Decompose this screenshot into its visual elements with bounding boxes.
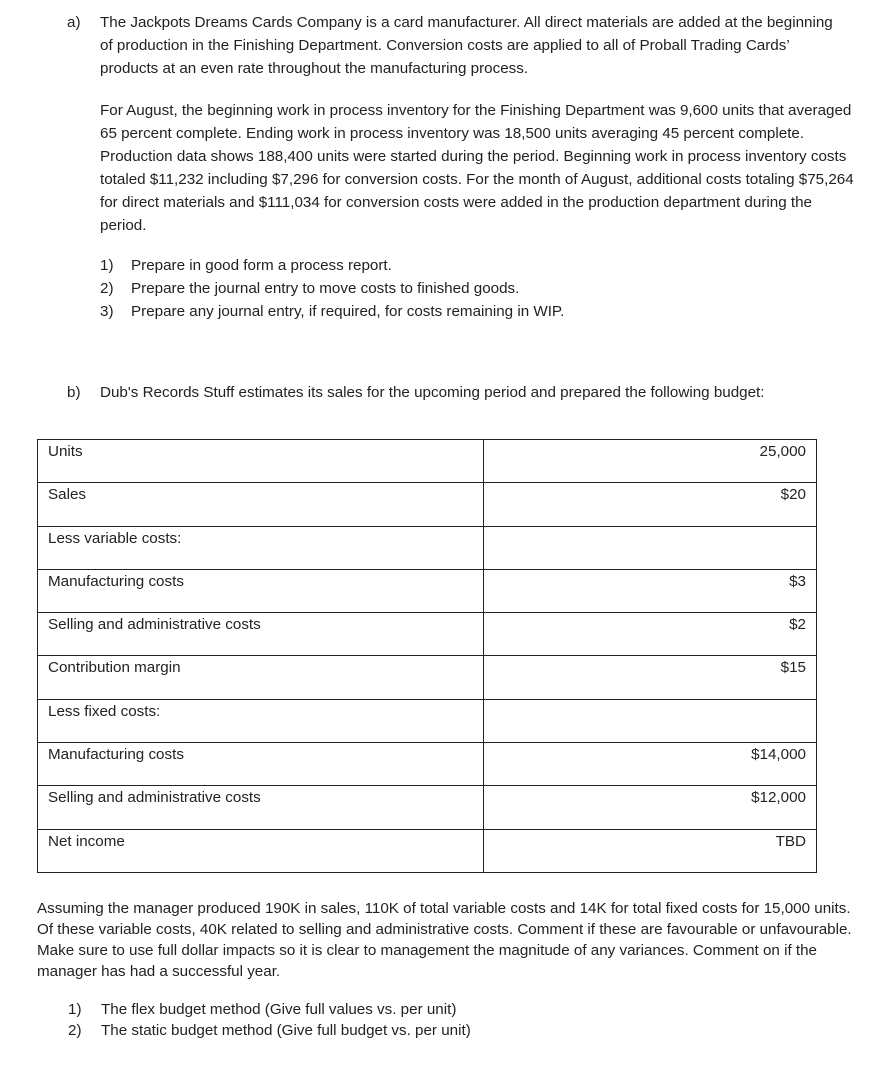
budget-label: Contribution margin	[38, 656, 484, 699]
budget-value: $3	[484, 569, 817, 612]
task-number: 1)	[100, 257, 114, 274]
table-row	[38, 569, 817, 612]
table-row	[38, 829, 817, 872]
budget-value: 25,000	[484, 440, 817, 483]
table-row	[38, 613, 817, 656]
task-text: Prepare in good form a process report.	[131, 257, 392, 274]
budget-label: Selling and administrative costs	[38, 786, 484, 829]
method-text: The static budget method (Give full budget vs. per unit)	[101, 1022, 471, 1039]
budget-table	[37, 439, 817, 873]
part-b-intro: Dub's Records Stuff estimates its sales for the upcoming period and prepared the following budget:	[100, 384, 765, 401]
budget-label: Manufacturing costs	[38, 743, 484, 786]
budget-label: Less fixed costs:	[38, 699, 484, 742]
part-a-marker: a)	[67, 14, 81, 31]
budget-value: $20	[484, 483, 817, 526]
budget-value	[484, 526, 817, 569]
task-text: Prepare the journal entry to move costs to finished goods.	[131, 280, 520, 297]
part-a-details: For August, the beginning work in process inventory for the Finishing Department was 9,600 units that averaged 65 percent complete. Ending work in process inventory was 18,500 units averaging 45 percent complete. Production data shows 188,400 units were started during the period. Beginning work in process inventory costs totaled $11,232 including $7,296 for conversion costs. For the month of August, additional costs totaling $75,264 for direct materials and $111,034 for conversion costs were added in the production department during the period.	[100, 102, 854, 234]
budget-value: $15	[484, 656, 817, 699]
table-row	[38, 743, 817, 786]
budget-label: Selling and administrative costs	[38, 613, 484, 656]
budget-value: TBD	[484, 829, 817, 872]
table-row	[38, 440, 817, 483]
table-row	[38, 699, 817, 742]
method-number: 1)	[68, 1001, 82, 1018]
method-number: 2)	[68, 1022, 82, 1039]
budget-label: Sales	[38, 483, 484, 526]
budget-value: $12,000	[484, 786, 817, 829]
budget-label: Units	[38, 440, 484, 483]
table-row	[38, 526, 817, 569]
table-row	[38, 483, 817, 526]
method-text: The flex budget method (Give full values vs. per unit)	[101, 1001, 457, 1018]
task-number: 2)	[100, 280, 114, 297]
budget-value: $14,000	[484, 743, 817, 786]
part-b-marker: b)	[67, 384, 81, 401]
part-a-intro: The Jackpots Dreams Cards Company is a card manufacturer. All direct materials are added at the beginning of production in the Finishing Department. Conversion costs are applied to all of Proball Trading Cards’ products at an even rate throughout the manufacturing process.	[100, 14, 833, 77]
budget-value: $2	[484, 613, 817, 656]
task-text: Prepare any journal entry, if required, for costs remaining in WIP.	[131, 303, 565, 320]
task-number: 3)	[100, 303, 114, 320]
budget-label: Net income	[38, 829, 484, 872]
budget-label: Manufacturing costs	[38, 569, 484, 612]
part-b-assumption: Assuming the manager produced 190K in sales, 110K of total variable costs and 14K for total fixed costs for 15,000 units. Of these variable costs, 40K related to selling and administrative costs. Comment if these are favourable or unfavourable. Make sure to use full dollar impacts so it is clear to management the magnitude of any variances. Comment on if the manager has had a successful year.	[37, 900, 852, 980]
table-row	[38, 656, 817, 699]
budget-label: Less variable costs:	[38, 526, 484, 569]
budget-value	[484, 699, 817, 742]
table-row	[38, 786, 817, 829]
